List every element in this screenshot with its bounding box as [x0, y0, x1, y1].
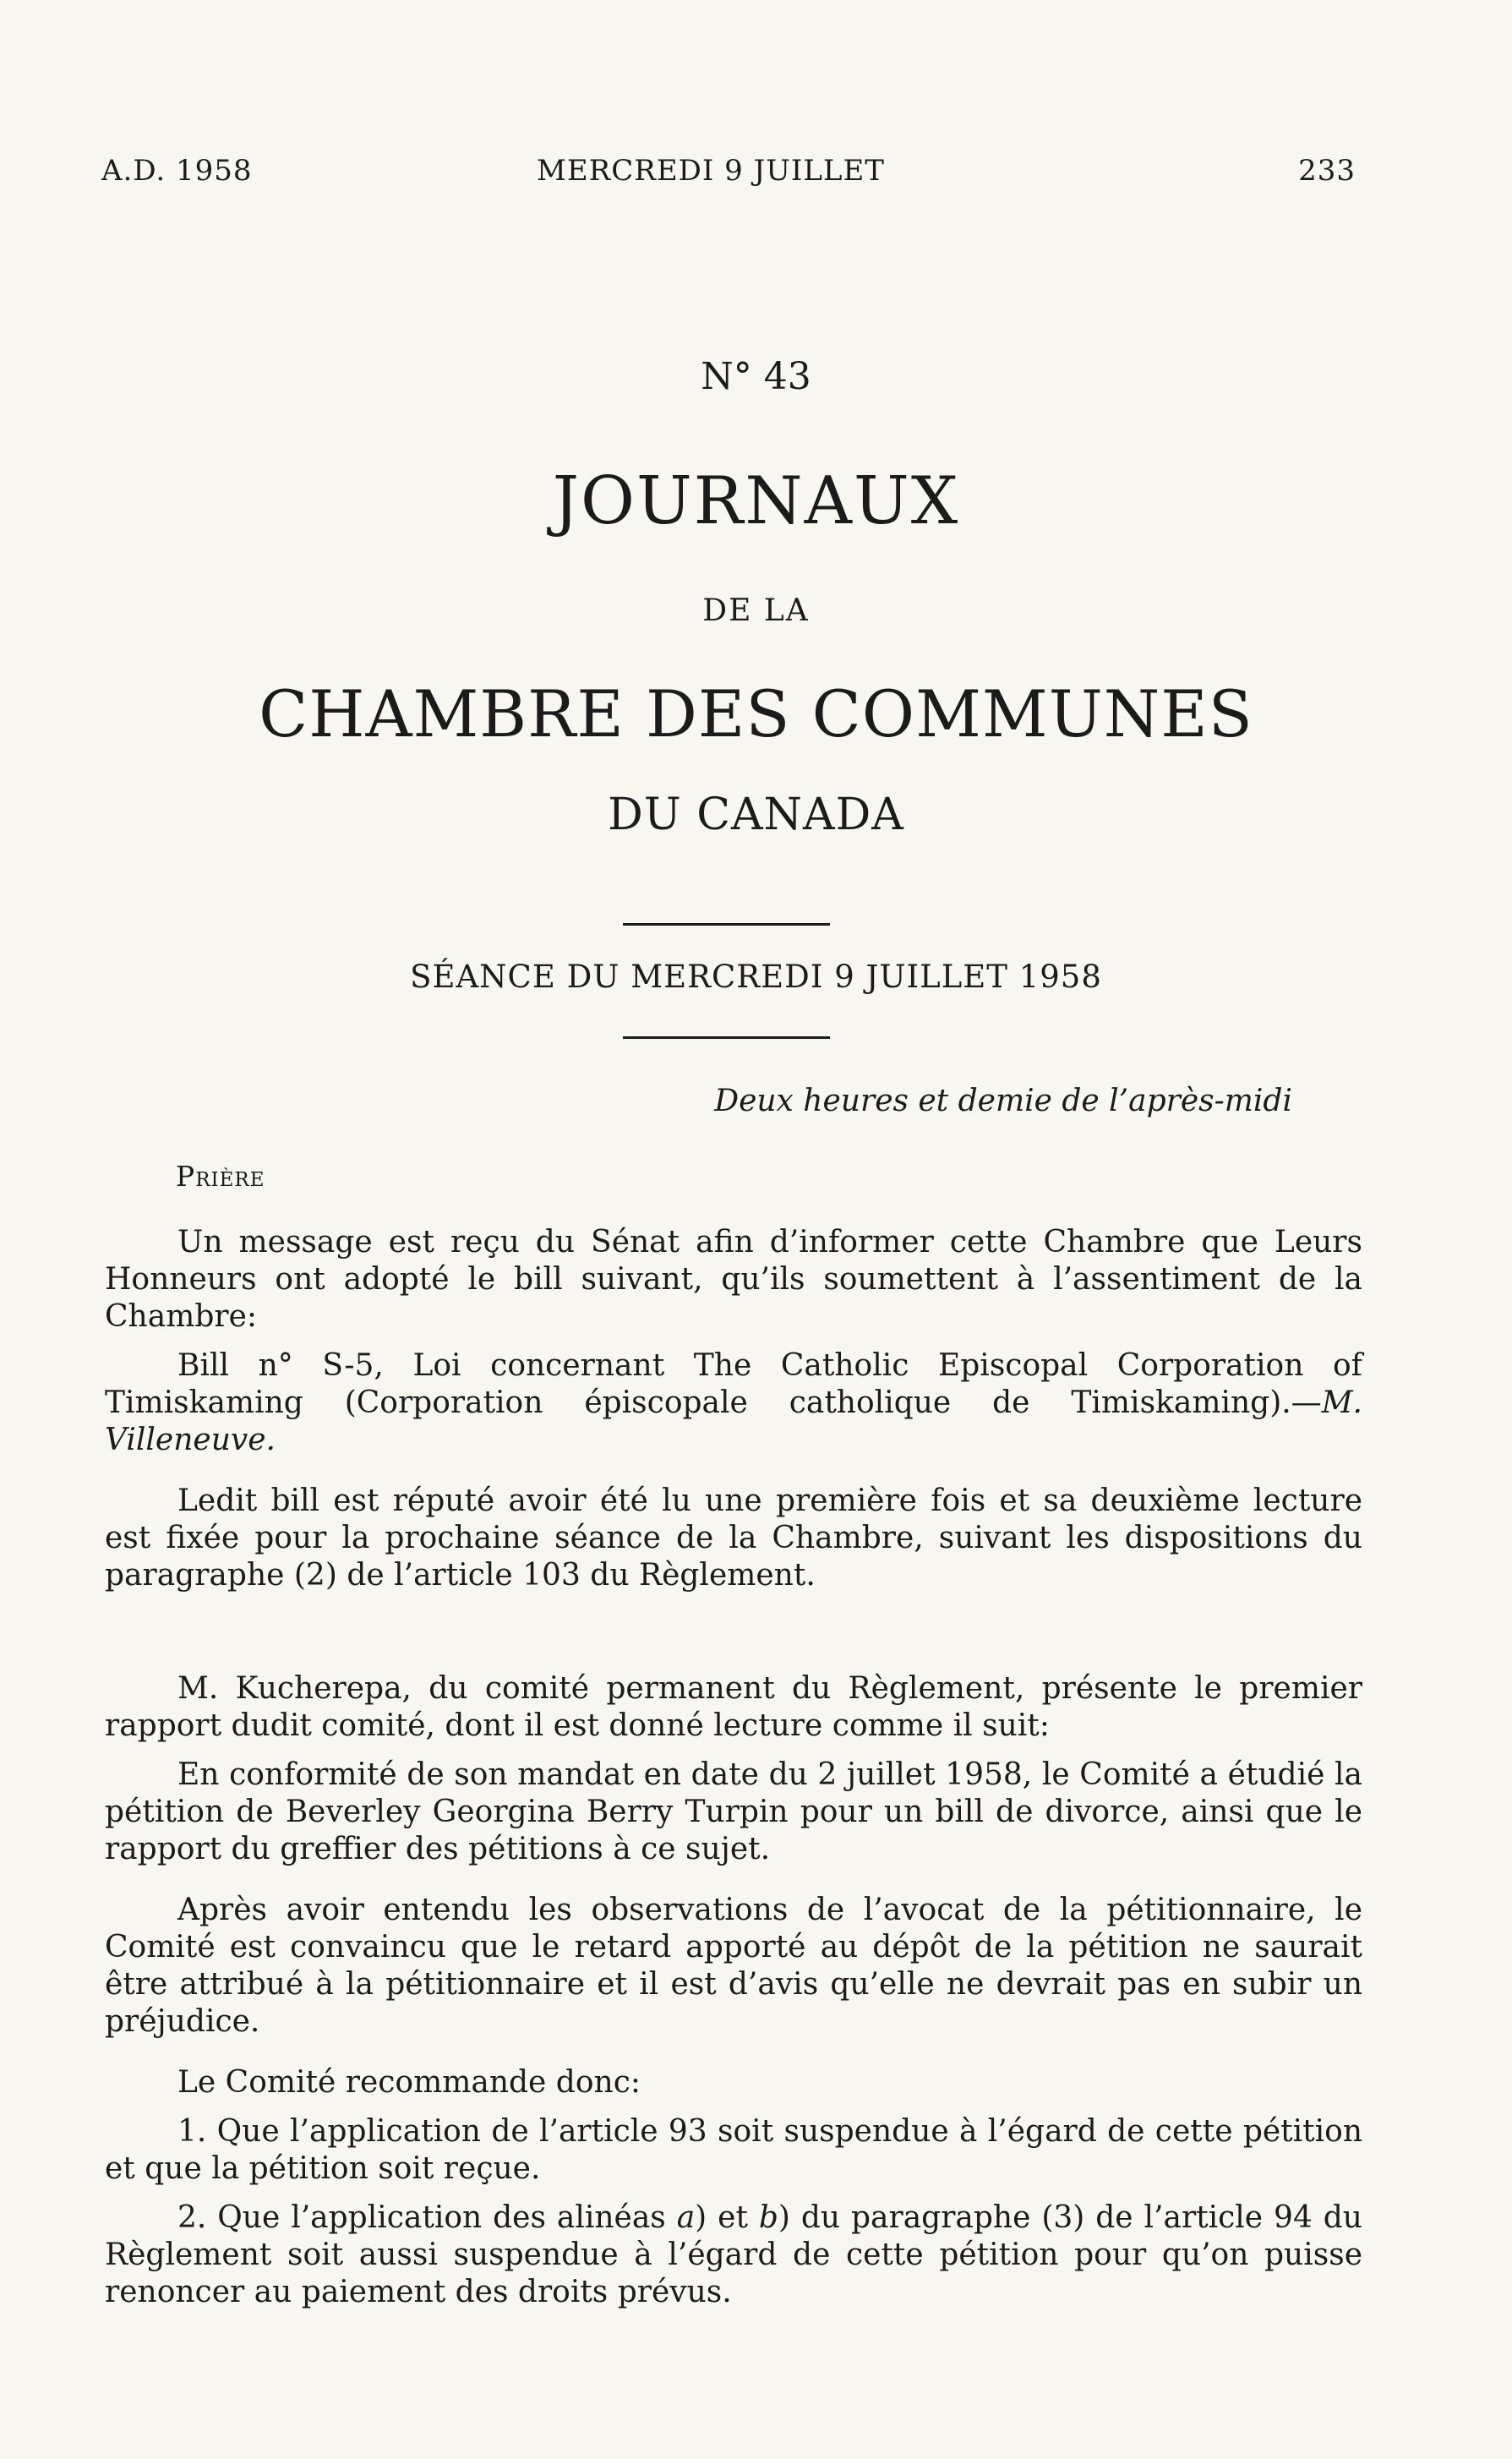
first-reading-paragraph: Ledit bill est réputé avoir été lu une première fois et sa deuxième lecture est fixée pour la prochaine séance de la Chambre, suivant les dispositions du paragraphe (2) de l’article 103 du Règlement.: [105, 1484, 1362, 1593]
running-head-year: A.D. 1958: [101, 154, 253, 188]
item-2-letter-a: a: [676, 2200, 696, 2235]
divider-bottom: [623, 1036, 830, 1039]
observations-paragraph: Après avoir entendu les observations de l’avocat de la pétitionnaire, le Comité est convaincu que le retard apporté au dépôt de la pétition ne saurait être attribué à la pétitionnaire et il est d’avis qu’elle ne devrait pas en subir un préjudice.: [105, 1893, 1362, 2039]
prayers-heading: Prière: [176, 1160, 265, 1193]
sitting-date: SÉANCE DU MERCREDI 9 JUILLET 1958: [410, 959, 1102, 995]
item-2-mid: ) et: [695, 2200, 759, 2235]
recommendation-item-2: [105, 2199, 1362, 2311]
running-head: [101, 154, 1356, 196]
recommendation-intro: Le Comité recommande donc:: [177, 2065, 641, 2100]
journal-body: [105, 1224, 1362, 2311]
mandate-paragraph: En conformité de son mandat en date du 2 juillet 1958, le Comité a étudié la pétition de Beverley Georgina Berry Turpin pour un bill de divorce, ainsi que le rapport du greffier des pétitions à ce sujet.: [105, 1757, 1362, 1866]
page-number: 233: [1298, 154, 1356, 188]
recommendation-item-1: 1. Que l’application de l’article 93 soit suspendue à l’égard de cette pétition et que la pétition soit reçue.: [105, 2114, 1362, 2186]
issue-number: N° 43: [701, 355, 811, 398]
senate-message-paragraph: Un message est reçu du Sénat afin d’informer cette Chambre que Leurs Honneurs ont adopté le bill suivant, qu’ils soumettent à l’assentiment de la Chambre:: [105, 1225, 1362, 1334]
journal-title: JOURNAUX: [552, 463, 960, 539]
running-head-date: MERCREDI 9 JUILLET: [537, 154, 885, 188]
title-connector: DE LA: [702, 593, 810, 628]
item-2-letter-b: b: [758, 2200, 778, 2235]
house-name: CHAMBRE DES COMMUNES: [259, 676, 1253, 751]
item-2-start: 2. Que l’application des alinéas: [177, 2200, 677, 2235]
bill-text: Bill n° S-5, Loi concernant The Catholic Episcopal Corporation of Timiskaming (Corporation épiscopale catholique de Timiskaming).—: [105, 1348, 1362, 1420]
committee-report-paragraph: M. Kucherepa, du comité permanent du Règlement, présente le premier rapport dudit comité, dont il est donné lecture comme il suit:: [105, 1671, 1362, 1743]
sitting-time: Deux heures et demie de l’après-midi: [714, 1084, 1292, 1118]
divider-top: [623, 923, 830, 926]
item-2-end: ) du paragraphe (3) de l’article 94 du Règlement soit aussi suspendue à l’égard de cette pétition pour qu’on puisse renoncer au paiement des droits prévus.: [105, 2200, 1362, 2309]
bill-paragraph: [105, 1347, 1362, 1459]
country-name: DU CANADA: [608, 790, 904, 840]
bill-sponsor: M. Villeneuve.: [105, 1385, 1362, 1457]
